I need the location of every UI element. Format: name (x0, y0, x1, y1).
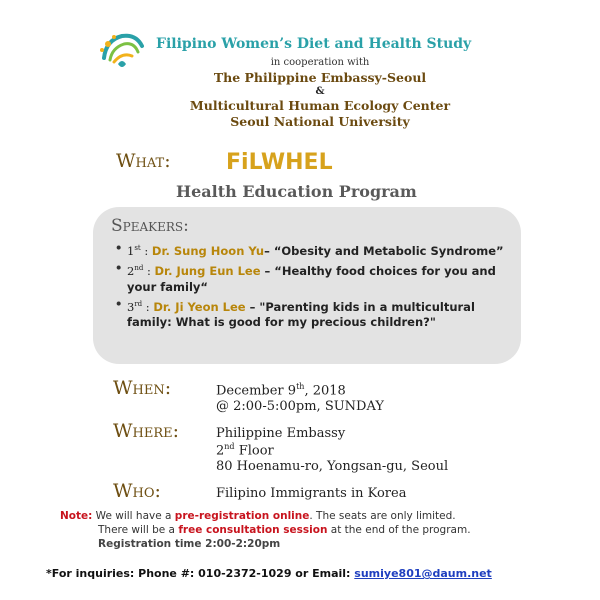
speaker-separator: – (260, 264, 275, 279)
note-text: . The seats are only limited. (309, 510, 456, 522)
speaker-topic: “Obesity and Metabolic Syndrome” (273, 243, 504, 258)
note-highlight: pre-registration online (174, 510, 310, 522)
speakers-box (93, 207, 521, 364)
venue-floor-suffix: nd (224, 442, 235, 451)
note-highlight: free consultation session (178, 524, 328, 536)
event-date-text: December 9 (216, 383, 297, 399)
inquiries-line (46, 567, 492, 580)
speaker-ordinal-suffix: nd (134, 264, 144, 273)
email-link[interactable]: sumiye801@daum.net (354, 567, 492, 580)
audience: Filipino Immigrants in Korea (216, 486, 407, 501)
embassy-name: The Philippine Embassy-Seoul (213, 70, 427, 85)
note-text: at the end of the program. (327, 524, 471, 536)
venue-floor-word: Floor (234, 443, 274, 459)
what-label: What: (116, 150, 171, 172)
speaker-item: • 2nd : Dr. Jung Eun Lee – “Healthy food choices for you and your family“ (115, 261, 510, 295)
cooperation-text: in cooperation with (270, 57, 370, 68)
study-title: Filipino Women’s Diet and Health Study (156, 36, 472, 52)
speaker-ordinal: 3 (127, 299, 135, 314)
speaker-name: Dr. Ji Yeon Lee (153, 299, 246, 314)
event-date (216, 382, 346, 398)
speaker-topic: “Healthy food choices for you and your family“ (127, 264, 496, 294)
center-name: Multicultural Human Ecology Center (189, 98, 451, 113)
note-text: We will have a (92, 510, 175, 522)
event-date-suffix: th (296, 382, 305, 391)
speaker-name: Dr. Sung Hoon Yu (151, 243, 265, 258)
speaker-ordinal-suffix: rd (134, 300, 143, 309)
university-name: Seoul National University (230, 114, 410, 129)
speaker-name: Dr. Jung Eun Lee (154, 264, 261, 279)
venue-address: 80 Hoenamu-ro, Yongsan-gu, Seoul (216, 459, 449, 474)
venue-floor-number: 2 (216, 443, 225, 459)
event-time: @ 2:00-5:00pm, SUNDAY (216, 399, 384, 414)
speakers-label: Speakers: (111, 216, 189, 236)
speaker-ordinal-suffix: st (134, 244, 141, 252)
inquiries-text: *For inquiries: Phone #: 010-2372-1029 or Email: (46, 567, 355, 580)
speaker-ordinal: 2 (127, 264, 135, 279)
program-subtitle: Health Education Program (176, 182, 417, 201)
where-label: Where: (113, 420, 180, 442)
venue-name: Philippine Embassy (216, 426, 346, 441)
speaker-item: • 1st : Dr. Sung Hoon Yu– “Obesity and Metabolic Syndrome” (115, 241, 510, 259)
speaker-separator: – (264, 243, 274, 258)
speaker-item: • 3rd : Dr. Ji Yeon Lee – "Parenting kids in a multicultural family: What is good for my precious children?" (115, 297, 510, 331)
event-date-year: , 2018 (304, 383, 346, 399)
note-text: There will be a (98, 524, 179, 536)
when-label: When: (113, 377, 172, 399)
note-line-1 (60, 510, 456, 522)
speaker-list (115, 241, 510, 333)
speaker-ordinal: 1 (127, 243, 135, 258)
speaker-separator: – (245, 299, 260, 314)
venue-floor (216, 442, 274, 458)
registration-time: Registration time 2:00-2:20pm (98, 538, 281, 550)
note-label: Note: (60, 510, 93, 522)
who-label: Who: (113, 480, 161, 502)
ampersand: & (315, 86, 325, 97)
program-name: FiLWHEL (226, 150, 333, 175)
note-line-2 (98, 524, 471, 536)
speaker-topic: "Parenting kids in a multicultural family: What is good for my precious children?" (127, 299, 475, 330)
